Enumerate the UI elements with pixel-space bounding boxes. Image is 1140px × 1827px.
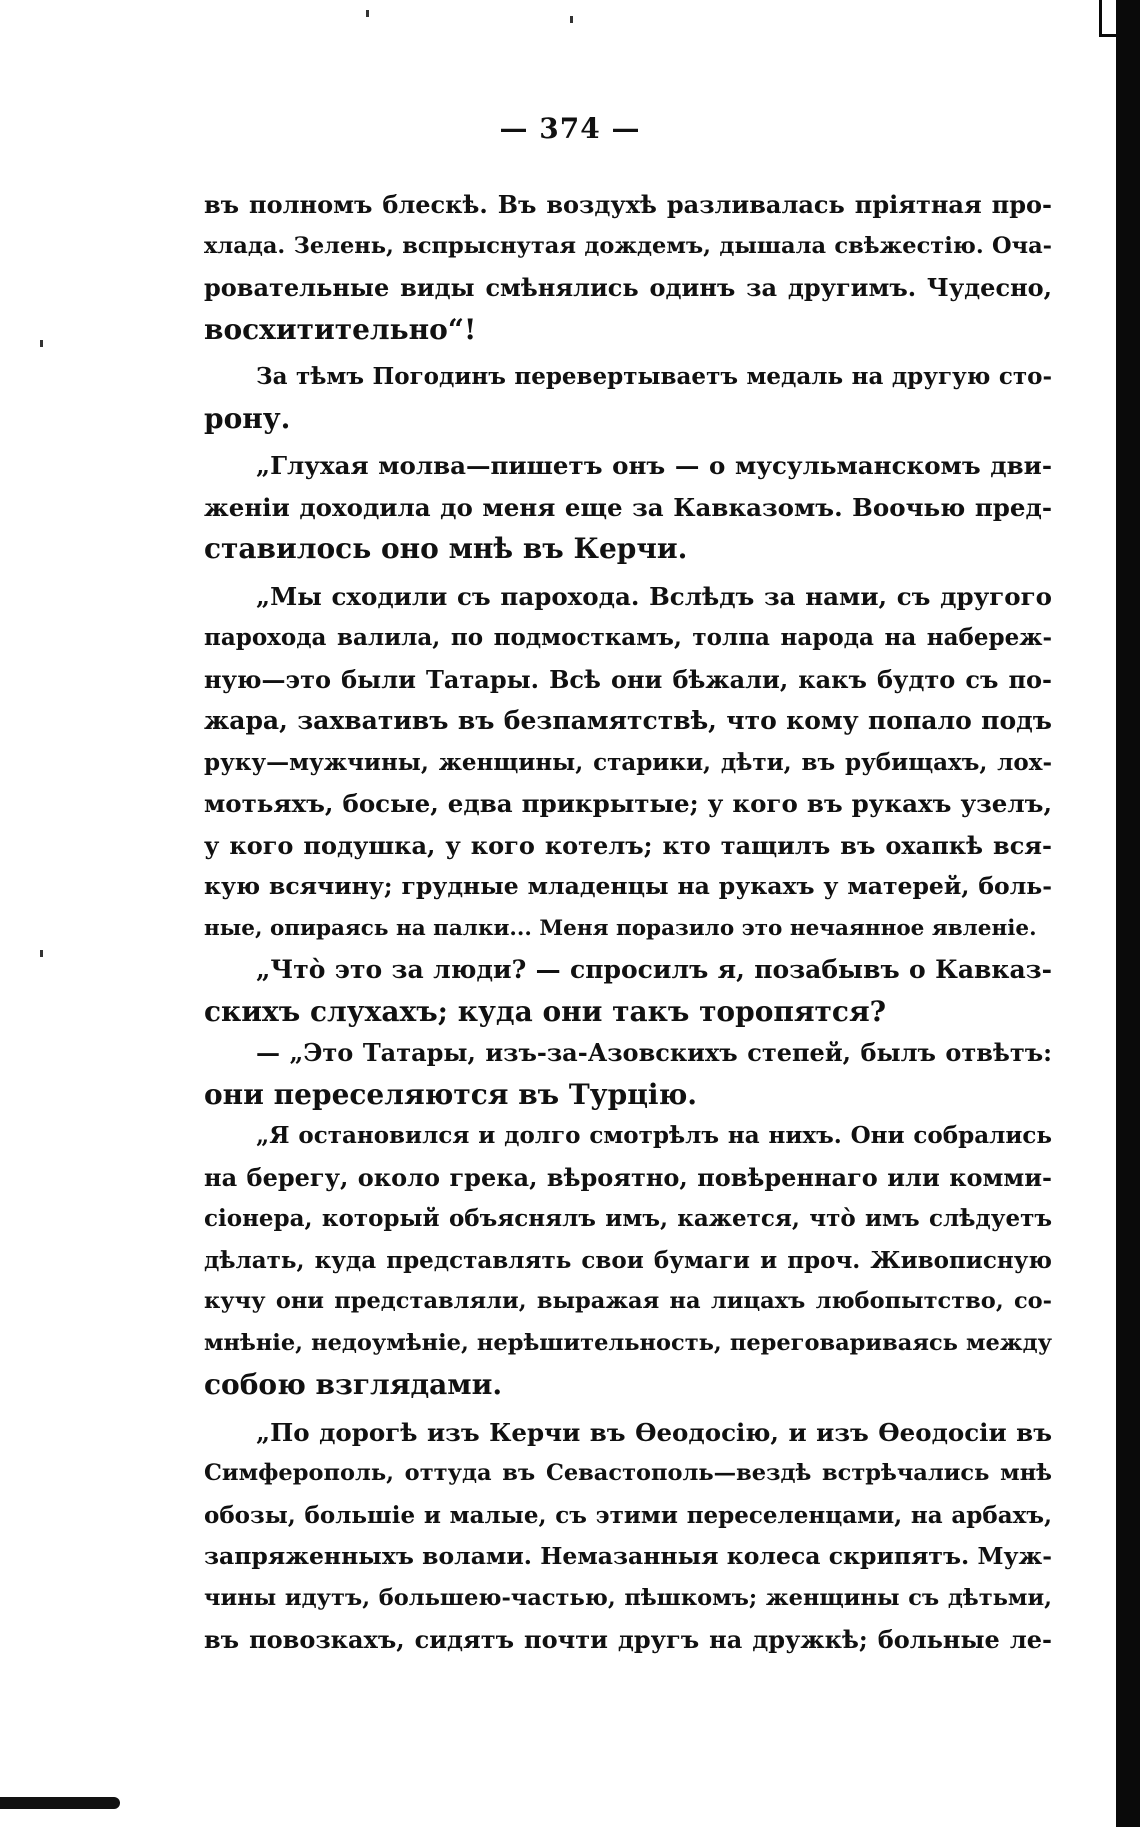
- text-line: хлада. Зелень, вспрыснутая дождемъ, дышала свѣжестію. Оча-: [204, 232, 1052, 259]
- text-line: ровательные виды смѣнялись одинъ за другимъ. Чудесно,: [204, 273, 1052, 302]
- text-line: мнѣніе, недоумѣніе, нерѣшительность, переговариваясь между: [204, 1329, 1052, 1356]
- text-line: „Глухая молва—пишетъ онъ — о мусульманскомъ дви-: [256, 451, 1052, 480]
- text-line: запряженныхъ волами. Немазанныя колеса скрипятъ. Муж-: [204, 1542, 1052, 1570]
- text-line: они переселяются въ Турцію.: [204, 1077, 698, 1111]
- text-line: Симферополь, оттуда въ Севастополь—вездѣ встрѣчались мнѣ: [204, 1460, 1052, 1486]
- text-line: обозы, большіе и малые, съ этими переселенцами, на арбахъ,: [204, 1501, 1052, 1529]
- text-line: руку—мужчины, женщины, старики, дѣти, въ рубищахъ, лох-: [204, 748, 1052, 776]
- text-line: на берегу, около грека, вѣроятно, повѣреннаго или комми-: [204, 1162, 1052, 1192]
- text-line: „Мы сходили съ парохода. Вслѣдъ за нами, съ другого: [256, 581, 1052, 611]
- scan-speck: [570, 16, 573, 23]
- text-line: ную—это были Татары. Всѣ они бѣжали, какъ будто съ по-: [204, 664, 1052, 694]
- body-text: [204, 184, 1052, 1661]
- text-line: женіи доходила до меня еще за Кавказомъ. Воочью пред-: [204, 492, 1052, 522]
- text-line: жара, захвативъ въ безпамятствѣ, что кому попало подъ: [204, 706, 1052, 735]
- text-line: „Чтò это за люди? — спросилъ я, позабывъ о Кавказ-: [256, 955, 1052, 984]
- text-line: въ повозкахъ, сидятъ почти другъ на дружкѣ; больные ле-: [204, 1625, 1052, 1654]
- text-line: скихъ слухахъ; куда они такъ торопятся?: [204, 994, 887, 1028]
- text-line: — „Это Татары, изъ-за-Азовскихъ степей, былъ отвѣтъ:: [256, 1038, 1052, 1067]
- text-line: „По дорогѣ изъ Керчи въ Ѳеодосію, и изъ Ѳеодосіи въ: [256, 1417, 1052, 1447]
- scan-speck: [366, 10, 369, 17]
- text-line: кучу они представляли, выражая на лицахъ любопытство, со-: [204, 1288, 1052, 1314]
- text-line: ные, опираясь на палки... Меня поразило это нечаянное явленіе.: [204, 915, 1037, 941]
- scan-speck: [40, 950, 43, 957]
- text-line: мотьяхъ, босые, едва прикрытые; у кого въ рукахъ узелъ,: [204, 789, 1052, 818]
- scan-edge-bar: [1116, 0, 1140, 1827]
- ink-smudge: [0, 1797, 120, 1809]
- text-line: ставилось оно мнѣ въ Керчи.: [204, 532, 688, 565]
- text-line: сіонера, который объяснялъ имъ, кажется, чтò имъ слѣдуетъ: [204, 1205, 1052, 1232]
- scan-edge-notch: [1099, 0, 1116, 37]
- text-line: въ полномъ блескѣ. Въ воздухѣ разливалась пріятная про-: [204, 190, 1052, 219]
- text-line: парохода валила, по подмосткамъ, толпа народа на набереж-: [204, 624, 1052, 651]
- text-line: „Я остановился и долго смотрѣлъ на нихъ. Они собрались: [256, 1122, 1052, 1149]
- text-line: собою взглядами.: [204, 1368, 503, 1401]
- text-line: рону.: [204, 401, 291, 435]
- text-line: восхитительно“!: [204, 312, 477, 346]
- page-number: — 374 —: [499, 112, 641, 145]
- text-line: дѣлать, куда представлять свои бумаги и проч. Живописную: [204, 1246, 1052, 1274]
- text-line: кую всячину; грудные младенцы на рукахъ у матерей, боль-: [204, 872, 1052, 900]
- text-line: чины идутъ, большею-частью, пѣшкомъ; женщины съ дѣтьми,: [204, 1584, 1052, 1611]
- text-line: За тѣмъ Погодинъ перевертываетъ медаль на другую сто-: [256, 363, 1052, 390]
- text-line: у кого подушка, у кого котелъ; кто тащилъ въ охапкѣ вся-: [204, 830, 1052, 860]
- scan-speck: [40, 340, 43, 347]
